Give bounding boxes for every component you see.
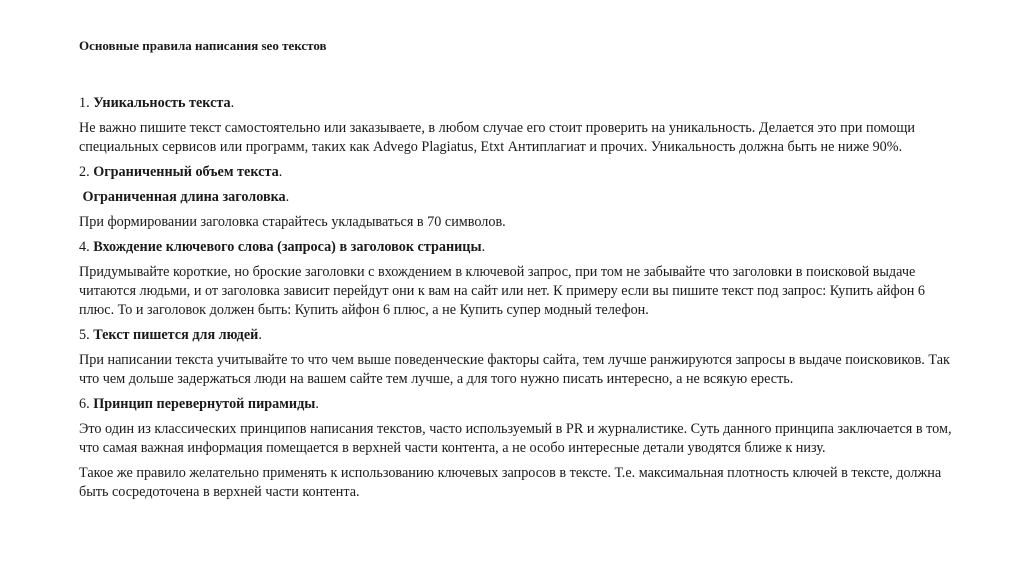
section-number: 6.: [79, 396, 90, 412]
section-number: 4.: [79, 239, 90, 255]
paragraph: Придумывайте короткие, но броские заголовки с вхождением в ключевой запрос, при том не забывайте что заголовки в поисковой выдаче читаются людьми, и от заголовка зависит перейдут они к вам на сайт или нет. К примеру если вы пишите текст под запрос: Купить айфон 6 плюс. То и заголовок должен быть: Купить айфон 6 плюс, а не Купить супер модный телефон.: [79, 264, 926, 318]
paragraph: При формировании заголовка старайтесь укладываться в 70 символов.: [79, 214, 506, 230]
section-number: 5.: [79, 327, 90, 343]
section-number: 2.: [79, 164, 90, 180]
document-body: [79, 94, 959, 508]
section-heading-for-people: 5. Текст пишется для людей.: [79, 327, 262, 343]
paragraph: Такое же правило желательно применять к использованию ключевых запросов в тексте. Т.е. максимальная плотность ключей в тексте, должна быть сосредоточена в верхней части контента.: [79, 465, 942, 500]
paragraph: При написании текста учитывайте то что чем выше поведенческие факторы сайта, тем лучше ранжируются запросы в выдаче поисковиков. Так что чем дольше задержаться люди на вашем сайте тем лучше, а для того нужно писать интересно, а не всякую ересть.: [79, 352, 950, 387]
section-heading-uniqueness: 1. Уникальность текста.: [79, 95, 235, 111]
section-heading-keyword: 4. Вхождение ключевого слова (запроса) в заголовок страницы.: [79, 239, 486, 255]
section-heading-pyramid: 6. Принцип перевернутой пирамиды.: [79, 396, 319, 412]
section-heading-text: Вхождение ключевого слова (запроса) в заголовок страницы: [93, 239, 482, 255]
subheading-text: Ограниченная длина заголовка: [82, 189, 286, 205]
section-heading-text: Ограниченный объем текста: [93, 164, 279, 180]
page-title: Основные правила написания seo текстов: [79, 38, 327, 53]
section-heading-text: Уникальность текста: [93, 95, 231, 111]
section-heading-text: Текст пишется для людей: [93, 327, 259, 343]
paragraph: Не важно пишите текст самостоятельно или заказываете, в любом случае его стоит проверить на уникальность. Делается это при помощи специальных сервисов или программ, таких как Advego Plagiatus, Etxt Антиплагиат и прочих. Уникальность должна быть не ниже 90%.: [79, 120, 916, 155]
section-number: 1.: [79, 95, 90, 111]
section-heading-volume: 2. Ограниченный объем текста.: [79, 164, 283, 180]
section-subheading-title-length: Ограниченная длина заголовка.: [82, 189, 290, 205]
section-heading-text: Принцип перевернутой пирамиды: [93, 396, 316, 412]
paragraph: Это один из классических принципов написания текстов, часто используемый в PR и журналистике. Суть данного принципа заключается в том, что самая важная информация помещается в верхней части контента, а не особо интересные детали уводятся ближе к низу.: [79, 421, 952, 456]
